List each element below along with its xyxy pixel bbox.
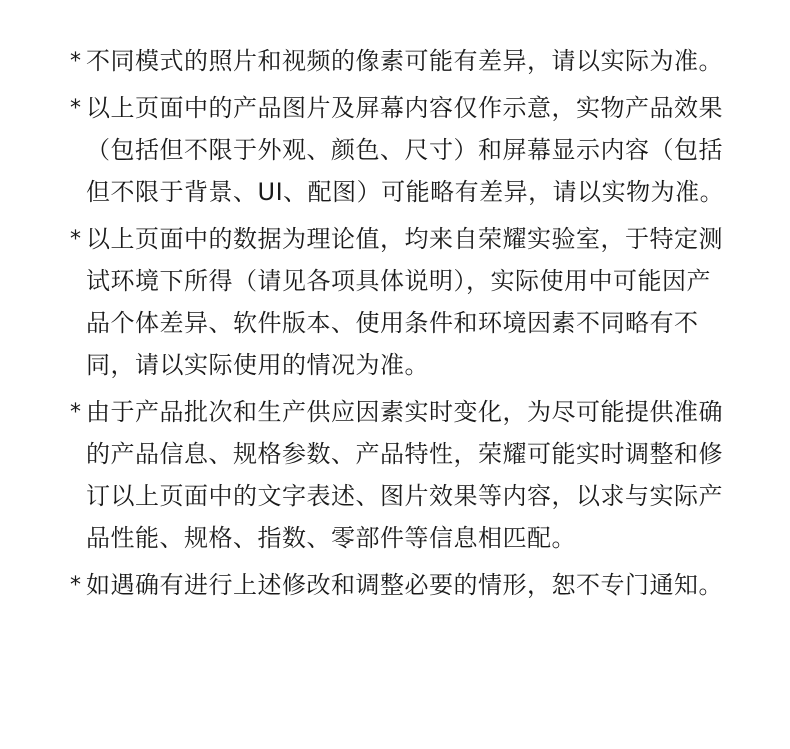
note-item <box>70 40 730 82</box>
asterisk-mark: * <box>70 227 82 252</box>
asterisk-mark: * <box>70 400 82 425</box>
note-text: 以上页面中的产品图片及屏幕内容仅作示意，实物产品效果（包括但不限于外观、颜色、尺寸）和屏幕显示内容（包括但不限于背景、UI、配图）可能略有差异，请以实物为准。 <box>86 94 725 206</box>
note-text: 以上页面中的数据为理论值，均来自荣耀实验室，于特定测试环境下所得（请见各项具体说明），实际使用中可能因产品个体差异、软件版本、使用条件和环境因素不同略有不同，请以实际使用的情况为准。 <box>86 225 723 379</box>
note-text: 如遇确有进行上述修改和调整必要的情形，恕不专门通知。 <box>86 571 723 599</box>
note-text: 由于产品批次和生产供应因素实时变化，为尽可能提供准确的产品信息、规格参数、产品特性，荣耀可能实时调整和修订以上页面中的文字表述、图片效果等内容，以求与实际产品性能、规格、指数、零部件等信息相匹配。 <box>86 398 723 552</box>
note-item <box>70 87 730 213</box>
disclaimer-notes <box>70 40 730 611</box>
asterisk-mark: * <box>70 49 82 74</box>
asterisk-mark: * <box>70 573 82 598</box>
note-item <box>70 218 730 386</box>
note-item <box>70 391 730 559</box>
note-text: 不同模式的照片和视频的像素可能有差异，请以实际为准。 <box>86 47 723 75</box>
note-item <box>70 564 730 606</box>
asterisk-mark: * <box>70 96 82 121</box>
